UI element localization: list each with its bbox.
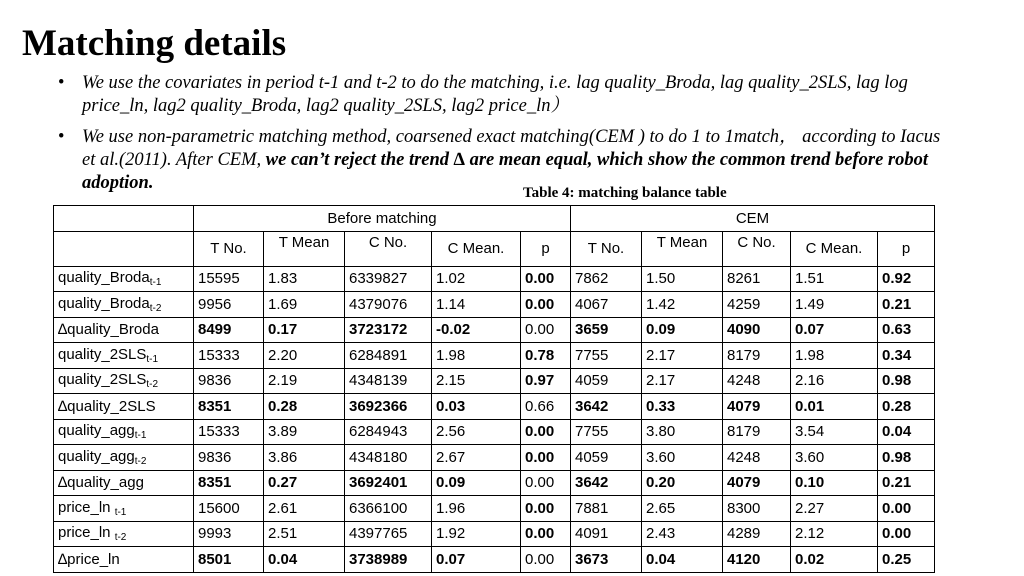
table-cell: 3.86 xyxy=(264,445,345,471)
table-cell: 3.60 xyxy=(791,445,878,471)
col-header-t-mean: T Mean xyxy=(264,231,345,266)
table-cell: 15595 xyxy=(194,266,264,292)
table-cell: 1.92 xyxy=(432,521,521,547)
table-cell: 3673 xyxy=(571,547,642,573)
row-label-text: ∆quality_2SLS xyxy=(58,397,156,415)
table-cell: 4059 xyxy=(571,368,642,394)
table-cell: 2.65 xyxy=(642,496,723,522)
row-label-subscript: t-1 xyxy=(149,277,162,289)
table-cell: 0.07 xyxy=(432,547,521,573)
table-cell: 2.19 xyxy=(264,368,345,394)
table-row xyxy=(54,547,935,573)
table-body xyxy=(54,266,935,572)
table-cell: 3692401 xyxy=(345,470,432,496)
col-header-t-no: T No. xyxy=(194,231,264,266)
table-cell: 4059 xyxy=(571,445,642,471)
bullet-list xyxy=(58,72,958,195)
table-cell: 4090 xyxy=(723,317,791,343)
bullet-text: We use the covariates in period t-1 and t-2 to do the matching, i.e. lag quality_Broda, lag quality_2SLS, lag log price_ln, lag2 quality_Broda, lag2 quality_2SLS, lag2 price_ln） xyxy=(82,73,908,116)
table-cell: 0.21 xyxy=(878,292,935,318)
row-label-text: quality_Broda xyxy=(58,269,150,287)
matching-balance-table xyxy=(53,205,935,573)
bullet-item xyxy=(58,126,958,195)
table-cell: 3738989 xyxy=(345,547,432,573)
table-cell: 1.96 xyxy=(432,496,521,522)
group-header-before: Before matching xyxy=(194,206,571,232)
table-cell: -0.02 xyxy=(432,317,521,343)
table-row xyxy=(54,445,935,471)
row-label xyxy=(54,317,194,343)
row-label-text: price_ln xyxy=(58,524,115,542)
table-cell: 2.17 xyxy=(642,343,723,369)
table-cell: 3642 xyxy=(571,470,642,496)
row-label-subscript: t-1 xyxy=(146,353,159,365)
col-header-c-mean: C Mean. xyxy=(791,231,878,266)
row-label-subscript: t-2 xyxy=(146,379,159,391)
table-cell: 1.51 xyxy=(791,266,878,292)
table-cell: 0.21 xyxy=(878,470,935,496)
table-cell: 2.51 xyxy=(264,521,345,547)
col-header-c-mean: C Mean. xyxy=(432,231,521,266)
table-cell: 0.07 xyxy=(791,317,878,343)
bullet-dot-icon: • xyxy=(58,127,65,147)
table-cell: 1.02 xyxy=(432,266,521,292)
row-label-text: ∆quality_Broda xyxy=(58,321,159,339)
column-header-row xyxy=(54,231,935,266)
table-cell: 0.00 xyxy=(521,419,571,445)
table-cell: 4397765 xyxy=(345,521,432,547)
col-header-t-mean: T Mean xyxy=(642,231,723,266)
table-cell: 2.16 xyxy=(791,368,878,394)
table-cell: 0.02 xyxy=(791,547,878,573)
row-label-text: quality_agg xyxy=(58,447,135,465)
table-cell: 0.20 xyxy=(642,470,723,496)
table-row xyxy=(54,292,935,318)
table-cell: 6284891 xyxy=(345,343,432,369)
slide-title: Matching details xyxy=(22,23,287,64)
table-row xyxy=(54,470,935,496)
row-label xyxy=(54,470,194,496)
table-cell: 2.15 xyxy=(432,368,521,394)
table-cell: 3723172 xyxy=(345,317,432,343)
table-cell: 9993 xyxy=(194,521,264,547)
corner-cell xyxy=(54,206,194,232)
table-cell: 15333 xyxy=(194,419,264,445)
row-label-text: quality_2SLS xyxy=(58,371,147,389)
table-row xyxy=(54,343,935,369)
bullet-text: We use non-parametric matching method, coarsened exact matching(CEM ) to do 1 to 1match， according to Iacus et al.(2011). After CEM, xyxy=(82,127,941,170)
table-row xyxy=(54,317,935,343)
bullet-item xyxy=(58,72,958,118)
row-label-subscript: t-1 xyxy=(134,430,147,442)
table-cell: 15600 xyxy=(194,496,264,522)
table-cell: 0.33 xyxy=(642,394,723,420)
row-label-subscript: t-2 xyxy=(134,455,147,467)
table-cell: 0.00 xyxy=(521,317,571,343)
table-cell: 0.00 xyxy=(521,266,571,292)
table-row xyxy=(54,521,935,547)
table-cell: 3.54 xyxy=(791,419,878,445)
table-cell: 0.98 xyxy=(878,445,935,471)
table-cell: 8499 xyxy=(194,317,264,343)
row-label-subscript: t-2 xyxy=(149,302,162,314)
table-cell: 2.20 xyxy=(264,343,345,369)
bullet-dot-icon: • xyxy=(58,73,65,93)
table-cell: 0.09 xyxy=(642,317,723,343)
table-cell: 0.04 xyxy=(642,547,723,573)
table-cell: 2.43 xyxy=(642,521,723,547)
col-header-c-no: C No. xyxy=(345,231,432,266)
table-cell: 0.00 xyxy=(521,445,571,471)
row-label-text: ∆quality_agg xyxy=(58,474,144,492)
table-cell: 3642 xyxy=(571,394,642,420)
row-label-text: quality_agg xyxy=(58,422,135,440)
table-cell: 4248 xyxy=(723,368,791,394)
table-cell: 3659 xyxy=(571,317,642,343)
table-cell: 2.27 xyxy=(791,496,878,522)
table-cell: 0.01 xyxy=(791,394,878,420)
row-label xyxy=(54,292,194,318)
table-cell: 0.25 xyxy=(878,547,935,573)
table-cell: 3.60 xyxy=(642,445,723,471)
table-cell: 0.00 xyxy=(521,547,571,573)
table-cell: 1.14 xyxy=(432,292,521,318)
table-cell: 8351 xyxy=(194,470,264,496)
table-row xyxy=(54,496,935,522)
table-cell: 8179 xyxy=(723,343,791,369)
table-caption: Table 4: matching balance table xyxy=(523,185,727,201)
table-cell: 7881 xyxy=(571,496,642,522)
row-label xyxy=(54,394,194,420)
row-label xyxy=(54,445,194,471)
table-cell: 0.04 xyxy=(878,419,935,445)
col-header-c-no: C No. xyxy=(723,231,791,266)
row-label xyxy=(54,368,194,394)
table-cell: 9836 xyxy=(194,445,264,471)
row-label-text: price_ln xyxy=(58,498,115,516)
table-cell: 0.63 xyxy=(878,317,935,343)
table-cell: 0.28 xyxy=(264,394,345,420)
row-label xyxy=(54,343,194,369)
table-cell: 8179 xyxy=(723,419,791,445)
table-cell: 4079 xyxy=(723,470,791,496)
col-header-p: p xyxy=(521,231,571,266)
table-cell: 2.56 xyxy=(432,419,521,445)
table-row xyxy=(54,419,935,445)
row-label xyxy=(54,547,194,573)
row-label-subscript: t-2 xyxy=(114,532,127,544)
table-row xyxy=(54,394,935,420)
table-cell: 6339827 xyxy=(345,266,432,292)
table-cell: 4259 xyxy=(723,292,791,318)
table-cell: 8300 xyxy=(723,496,791,522)
table-cell: 8261 xyxy=(723,266,791,292)
table-cell: 4067 xyxy=(571,292,642,318)
row-label xyxy=(54,496,194,522)
table-cell: 1.69 xyxy=(264,292,345,318)
group-header-row xyxy=(54,206,935,232)
table-cell: 0.17 xyxy=(264,317,345,343)
table-cell: 8501 xyxy=(194,547,264,573)
table-cell: 4091 xyxy=(571,521,642,547)
table-cell: 0.00 xyxy=(521,496,571,522)
row-label-text: quality_2SLS xyxy=(58,345,147,363)
table-cell: 6284943 xyxy=(345,419,432,445)
table-cell: 0.27 xyxy=(264,470,345,496)
table-cell: 3.80 xyxy=(642,419,723,445)
table-cell: 1.50 xyxy=(642,266,723,292)
table-cell: 15333 xyxy=(194,343,264,369)
table-cell: 0.97 xyxy=(521,368,571,394)
table-cell: 9836 xyxy=(194,368,264,394)
table-cell: 1.98 xyxy=(791,343,878,369)
table-cell: 1.42 xyxy=(642,292,723,318)
table-cell: 4248 xyxy=(723,445,791,471)
table-cell: 2.67 xyxy=(432,445,521,471)
table-cell: 4289 xyxy=(723,521,791,547)
table-cell: 0.98 xyxy=(878,368,935,394)
table-cell: 0.03 xyxy=(432,394,521,420)
table-cell: 4348180 xyxy=(345,445,432,471)
table-cell: 2.17 xyxy=(642,368,723,394)
row-label-text: ∆price_ln xyxy=(58,550,120,568)
table-cell: 1.83 xyxy=(264,266,345,292)
table-cell: 7755 xyxy=(571,343,642,369)
table-cell: 1.98 xyxy=(432,343,521,369)
col-header-t-no: T No. xyxy=(571,231,642,266)
table-cell: 4079 xyxy=(723,394,791,420)
row-label-header xyxy=(54,231,194,266)
table-cell: 4348139 xyxy=(345,368,432,394)
row-label xyxy=(54,521,194,547)
table-cell: 9956 xyxy=(194,292,264,318)
table-row xyxy=(54,368,935,394)
table-cell: 2.61 xyxy=(264,496,345,522)
table-cell: 7862 xyxy=(571,266,642,292)
table-cell: 0.34 xyxy=(878,343,935,369)
table-cell: 1.49 xyxy=(791,292,878,318)
table-cell: 0.66 xyxy=(521,394,571,420)
table-cell: 0.92 xyxy=(878,266,935,292)
table-cell: 0.04 xyxy=(264,547,345,573)
row-label-subscript: t-1 xyxy=(114,506,127,518)
table-cell: 6366100 xyxy=(345,496,432,522)
table-cell: 4379076 xyxy=(345,292,432,318)
col-header-p: p xyxy=(878,231,935,266)
table-cell: 0.00 xyxy=(521,521,571,547)
table-cell: 0.00 xyxy=(878,521,935,547)
row-label xyxy=(54,419,194,445)
table-cell: 2.12 xyxy=(791,521,878,547)
table-cell: 0.00 xyxy=(521,292,571,318)
table-cell: 4120 xyxy=(723,547,791,573)
table-cell: 0.00 xyxy=(878,496,935,522)
table-cell: 0.09 xyxy=(432,470,521,496)
table-cell: 7755 xyxy=(571,419,642,445)
row-label xyxy=(54,266,194,292)
table-cell: 0.78 xyxy=(521,343,571,369)
bullet-emphasis: we can’t reject the trend ∆ are mean equal, which show the common trend before robot adoption. xyxy=(82,150,929,193)
table-row xyxy=(54,266,935,292)
table-cell: 8351 xyxy=(194,394,264,420)
table-cell: 0.28 xyxy=(878,394,935,420)
table-cell: 3.89 xyxy=(264,419,345,445)
row-label-text: quality_Broda xyxy=(58,294,150,312)
table-cell: 3692366 xyxy=(345,394,432,420)
group-header-cem: CEM xyxy=(571,206,935,232)
table-cell: 0.00 xyxy=(521,470,571,496)
table-cell: 0.10 xyxy=(791,470,878,496)
